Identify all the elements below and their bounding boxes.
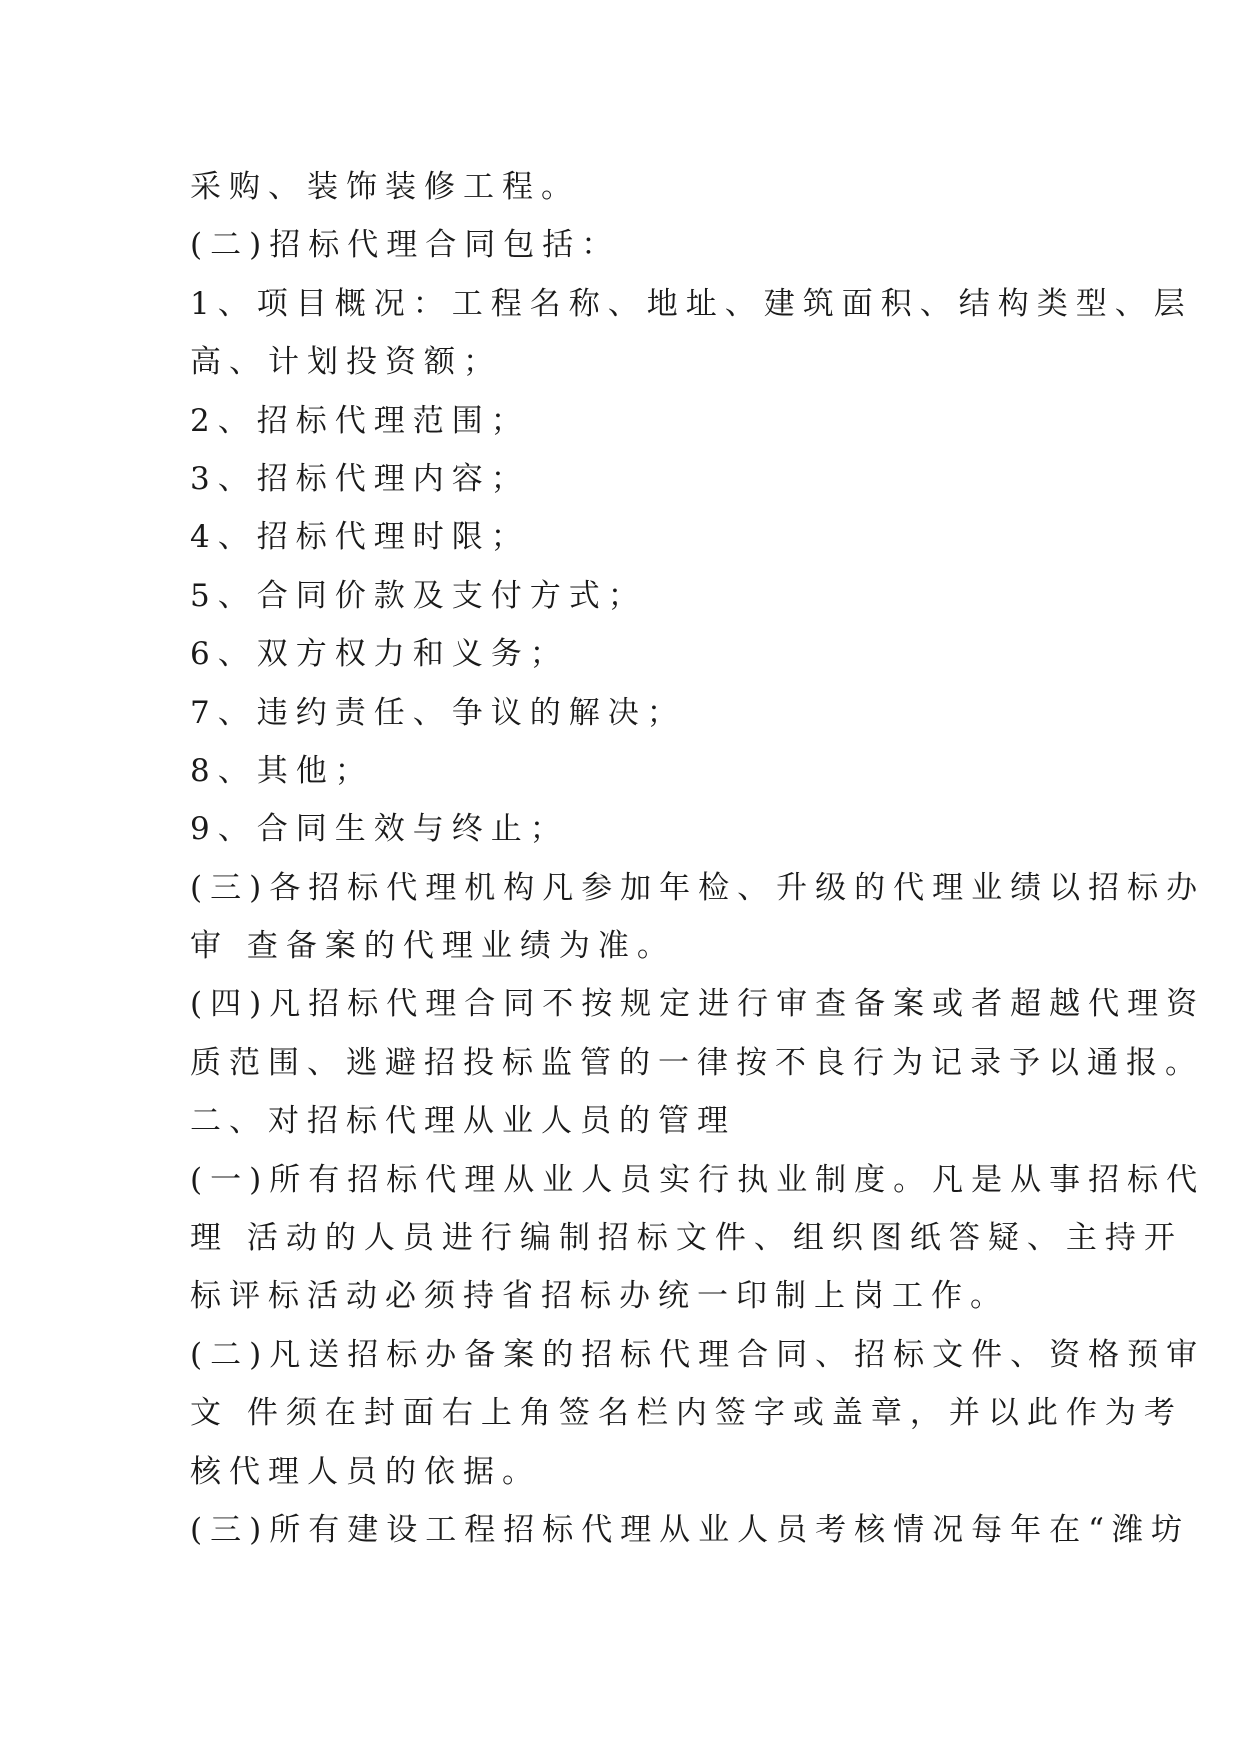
text-line: (四)凡招标代理合同不按规定进行审查备案或者超越代理资 bbox=[190, 986, 1206, 1023]
body-text bbox=[190, 158, 1206, 1559]
text-line: 4、招标代理时限； bbox=[190, 519, 530, 556]
text-line: 高、计划投资额； bbox=[190, 344, 502, 381]
text-line: 7、违约责任、争议的解决； bbox=[190, 694, 686, 731]
text-line: 2、招标代理范围； bbox=[190, 402, 530, 439]
text-line: 标评标活动必须持省招标办统一印制上岗工作。 bbox=[190, 1278, 1009, 1315]
text-line: 质范围、逃避招投标监管的一律按不良行为记录予以通报。 bbox=[190, 1044, 1204, 1081]
text-line: (三)各招标代理机构凡参加年检、升级的代理业绩以招标办 bbox=[190, 869, 1206, 906]
text-line: 3、招标代理内容； bbox=[190, 460, 530, 497]
text-line: 文 件须在封面右上角签名栏内签字或盖章，并以此作为考 bbox=[190, 1395, 1183, 1432]
text-line: 1、项目概况：工程名称、地址、建筑面积、结构类型、层 bbox=[190, 285, 1193, 322]
text-line: 核代理人员的依据。 bbox=[190, 1453, 541, 1490]
text-line: (二)招标代理合同包括： bbox=[190, 227, 621, 264]
text-line: (一)所有招标代理从业人员实行执业制度。凡是从事招标代 bbox=[190, 1161, 1206, 1198]
text-line: 5、合同价款及支付方式； bbox=[190, 577, 647, 614]
text-line: 采购、装饰装修工程。 bbox=[190, 169, 580, 205]
text-line: (三)所有建设工程招标代理从业人员考核情况每年在“潍坊 bbox=[190, 1511, 1191, 1548]
text-line: (二)凡送招标办备案的招标代理合同、招标文件、资格预审 bbox=[190, 1336, 1206, 1373]
text-line: 审 查备案的代理业绩为准。 bbox=[190, 928, 676, 965]
text-line: 6、双方权力和义务； bbox=[190, 636, 569, 673]
text-line: 理 活动的人员进行编制招标文件、组织图纸答疑、主持开 bbox=[190, 1220, 1183, 1257]
text-line: 8、其他； bbox=[190, 752, 374, 789]
text-line: 9、合同生效与终止； bbox=[190, 811, 569, 848]
text-line: 二、对招标代理从业人员的管理 bbox=[190, 1103, 736, 1140]
